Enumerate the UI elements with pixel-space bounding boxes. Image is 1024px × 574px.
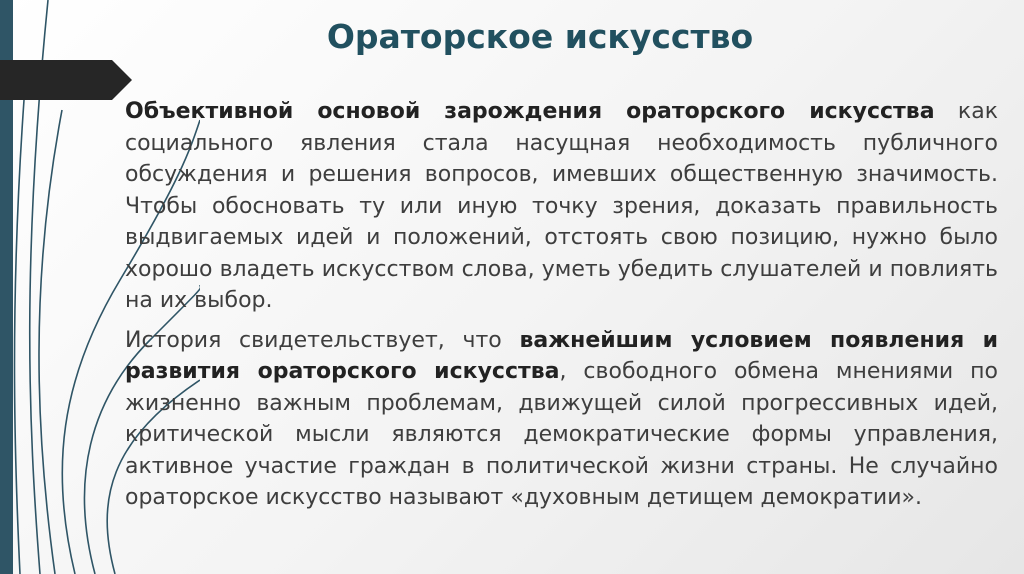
paragraph-bold-segment: Объективной основой зарождения ораторского искусства: [125, 99, 935, 124]
paragraph-segment: История свидетельствует, что: [125, 327, 520, 353]
slide-title: Ораторское искусство: [326, 17, 754, 56]
paragraph-bold-segment: важнейшим условием появления и развития ораторского искусства: [125, 327, 998, 384]
title-arrow-shape: [0, 60, 132, 100]
paragraph: [125, 96, 998, 317]
paragraph: [125, 325, 998, 514]
paragraph-segment: как социального явления стала насущная необходимость публичного обсуждения и решения вопросов, имевших общественную значимость. Чтобы обосновать ту или иную точку зрения, доказать правильность выдвигаемых идей и положений, отстоять свою позицию, нужно было хорошо владеть искусством слова, уметь убедить слушателей и повлиять на их выбор.: [125, 99, 998, 313]
paragraph-segment: , свободного обмена мнениями по жизненно важным проблемам, движущей силой прогрессивных идей, критической мысли являются демократические формы управления, активное участие граждан в политической жизни страны. Не случайно ораторское искусство называют «духовным детищем демократии».: [125, 359, 998, 510]
slide-content: [125, 96, 998, 522]
